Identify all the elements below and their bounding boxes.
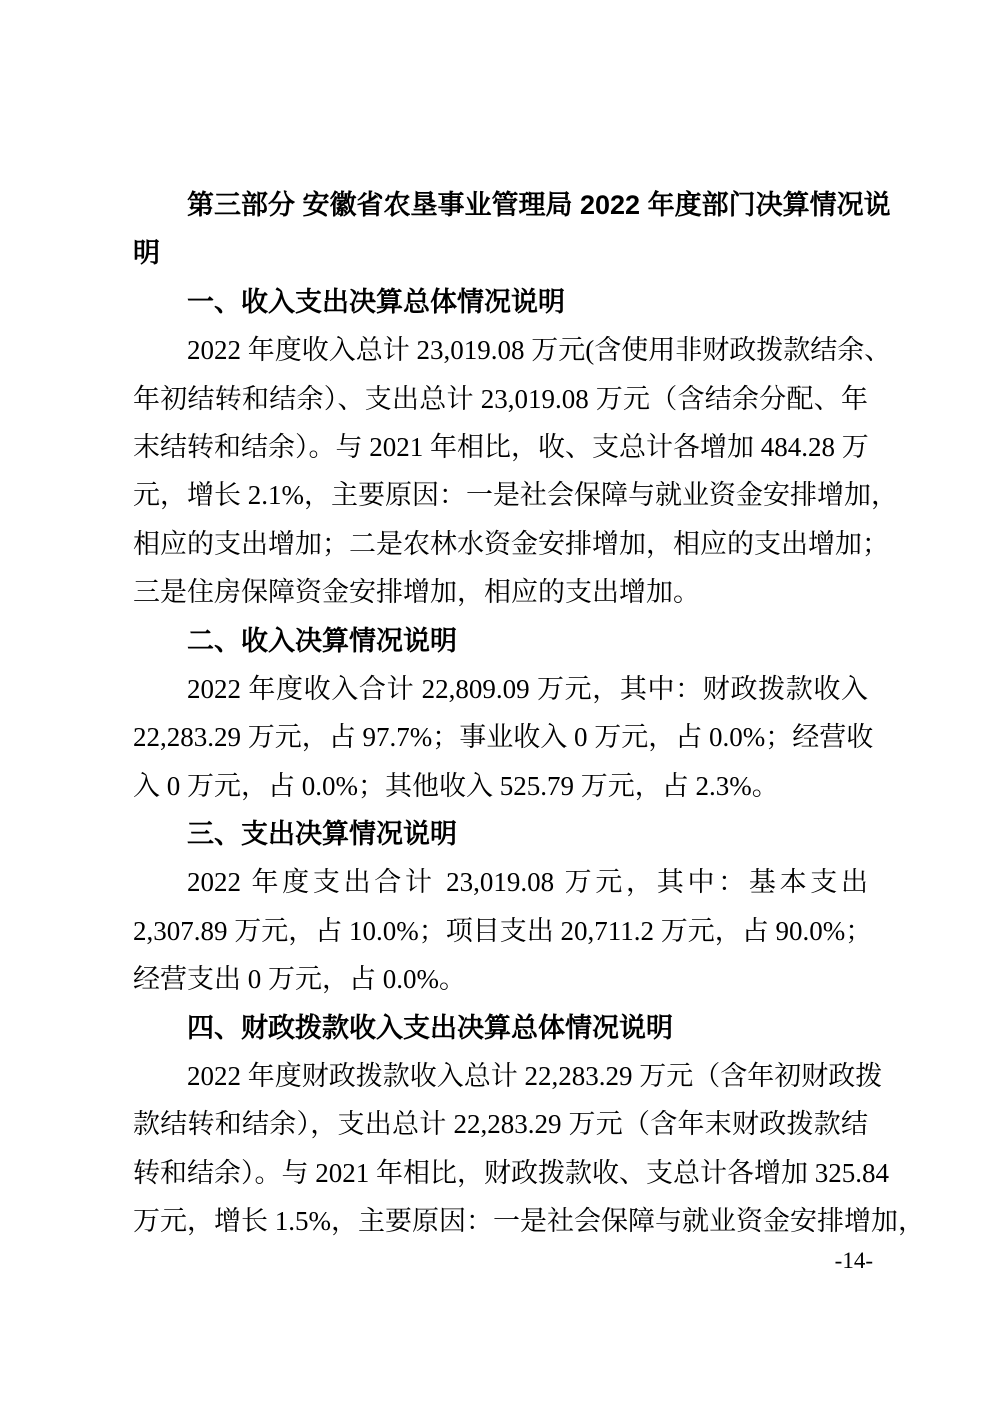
text-line: 2022 年度支出合计 23,019.08 万元，其中：基本支出 [187,867,868,898]
text-line: 万元，增长 1.5%，主要原因：一是社会保障与就业资金安排增加， [133,1206,925,1237]
page-number: -14- [834,1248,873,1273]
text-line: 2,307.89 万元，占 10.0%；项目支出 20,711.2 万元，占 90.0%； [133,915,873,946]
text-line: 2022 年度收入总计 23,019.08 万元(含使用非财政拨款结余、 [187,335,892,366]
section-heading-2: 二、收入决算情况说明 [187,625,457,656]
text-line: 转和结余）。与 2021 年相比，财政拨款收、支总计各增加 325.84 [133,1157,889,1188]
text-line: 经营支出 0 万元，占 0.0%。 [133,964,466,995]
text-line: 末结转和结余）。与 2021 年相比，收、支总计各增加 484.28 万 [133,431,869,462]
document-title-line-2: 明 [133,238,160,269]
section-heading-1: 一、收入支出决算总体情况说明 [187,286,565,317]
document-title-line-1: 第三部分 安徽省农垦事业管理局 2022 年度部门决算情况说 [187,190,891,220]
text-line: 入 0 万元，占 0.0%；其他收入 525.79 万元，占 2.3%。 [133,770,779,801]
text-line: 2022 年度财政拨款收入总计 22,283.29 万元（含年初财政拨 [187,1061,883,1092]
text-line: 款结转和结余），支出总计 22,283.29 万元（含年末财政拨款结 [133,1109,868,1140]
text-line: 元，增长 2.1%，主要原因：一是社会保障与就业资金安排增加， [133,480,898,511]
text-line: 年初结转和结余）、支出总计 23,019.08 万元（含结余分配、年 [133,383,868,414]
text-line: 2022 年度收入合计 22,809.09 万元，其中：财政拨款收入 [187,673,868,704]
text-line: 22,283.29 万元，占 97.7%；事业收入 0 万元，占 0.0%；经营收 [133,722,874,753]
section-heading-3: 三、支出决算情况说明 [187,819,457,850]
text-line: 三是住房保障资金安排增加，相应的支出增加。 [133,577,700,608]
document-body [133,181,925,1246]
section-heading-4: 四、财政拨款收入支出决算总体情况说明 [187,1012,673,1043]
text-line: 相应的支出增加；二是农林水资金安排增加，相应的支出增加； [133,528,889,559]
